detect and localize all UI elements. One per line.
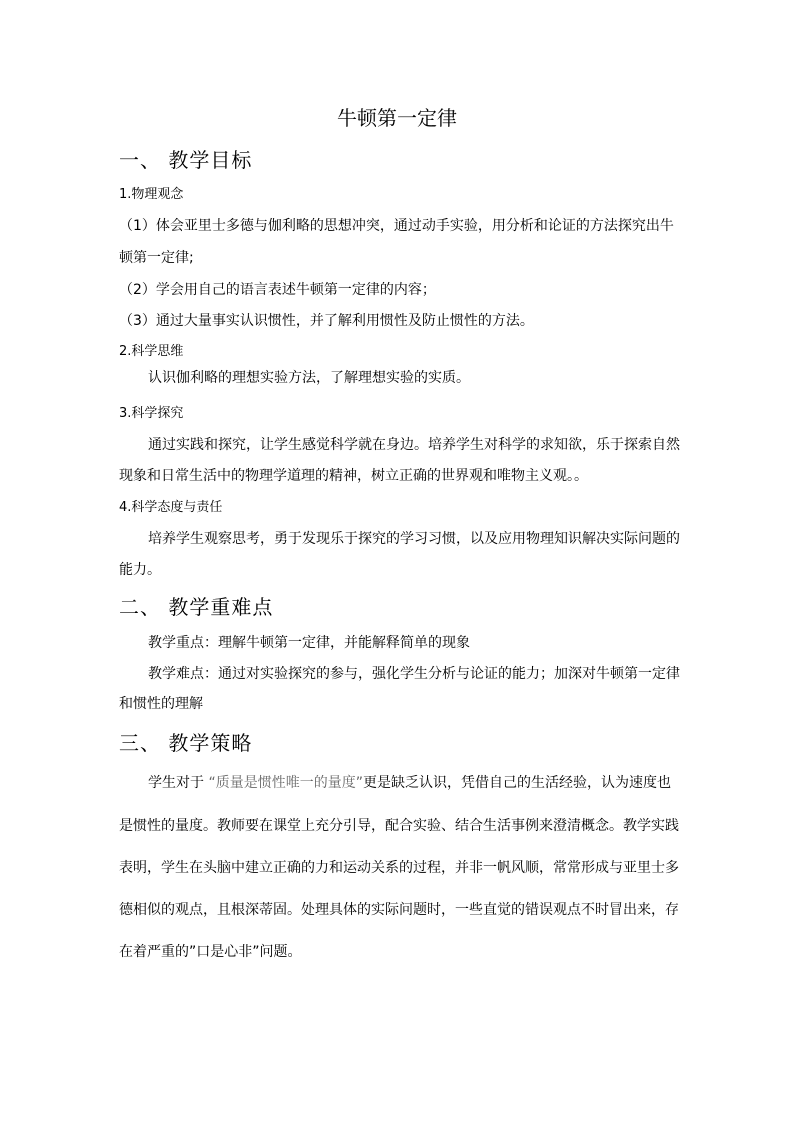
section-heading-objectives: 一、 教学目标 — [119, 148, 253, 172]
quoted-text: “质量是惯性唯一的量度” — [208, 775, 363, 791]
paragraph-line — [148, 772, 671, 794]
paragraph-line: 教学重点：理解牛顿第一定律，并能解释简单的现象 — [148, 635, 470, 651]
paragraph-line: 培养学生观察思考，勇于发现乐于探究的学习习惯，以及应用物理知识解决实际问题的 — [148, 531, 680, 547]
text-run: 更是缺乏认识，凭借自己的生活经验，认为速度也 — [362, 775, 671, 791]
subheading-physics-concept: 1.物理观念 — [119, 187, 184, 202]
paragraph-line: 认识伽利略的理想实验方法，了解理想实验的实质。 — [148, 370, 470, 386]
paragraph-line: 通过实践和探究，让学生感觉科学就在身边。培养学生对科学的求知欲，乐于探索自然 — [148, 437, 680, 453]
paragraph-line: 和惯性的理解 — [119, 696, 203, 712]
subheading-scientific-thinking: 2.科学思维 — [119, 344, 184, 359]
paragraph-line: 在着严重的”口是心非”问题。 — [119, 944, 302, 960]
paragraph-line: 现象和日常生活中的物理学道理的精神，树立正确的世界观和唯物主义观。。 — [119, 468, 588, 484]
section-heading-key-points: 二、 教学重难点 — [119, 595, 274, 619]
subheading-attitude-responsibility: 4.科学态度与责任 — [119, 500, 223, 515]
paragraph-line: 教学难点：通过对实验探究的参与，强化学生分析与论证的能力；加深对牛顿第一定律 — [148, 666, 680, 682]
paragraph-line: 能力。 — [119, 562, 161, 578]
paragraph-line: （3）通过大量事实认识惯性，并了解利用惯性及防止惯性的方法。 — [119, 313, 534, 329]
paragraph-line: （2）学会用自己的语言表述牛顿第一定律的内容； — [119, 282, 436, 298]
paragraph-line: 德相似的观点，且根深蒂固。处理具体的实际问题时，一些直觉的错误观点不时冒出来，存 — [119, 902, 679, 918]
paragraph-line: 是惯性的量度。教师要在课堂上充分引导，配合实验、结合生活事例来澄清概念。教学实践 — [119, 818, 679, 834]
paragraph-line: 表明，学生在头脑中建立正确的力和运动关系的过程，并非一帆风顺，常常形成与亚里士多 — [119, 860, 679, 876]
document-title: 牛顿第一定律 — [337, 106, 457, 130]
paragraph-line: 顿第一定律; — [119, 250, 194, 266]
paragraph-line: （1）体会亚里士多德与伽利略的思想冲突，通过动手实验，用分析和论证的方法探究出牛 — [119, 218, 674, 234]
text-run: 学生对于 — [148, 775, 209, 791]
subheading-scientific-inquiry: 3.科学探究 — [119, 406, 184, 421]
section-heading-strategy: 三、 教学策略 — [119, 731, 253, 755]
